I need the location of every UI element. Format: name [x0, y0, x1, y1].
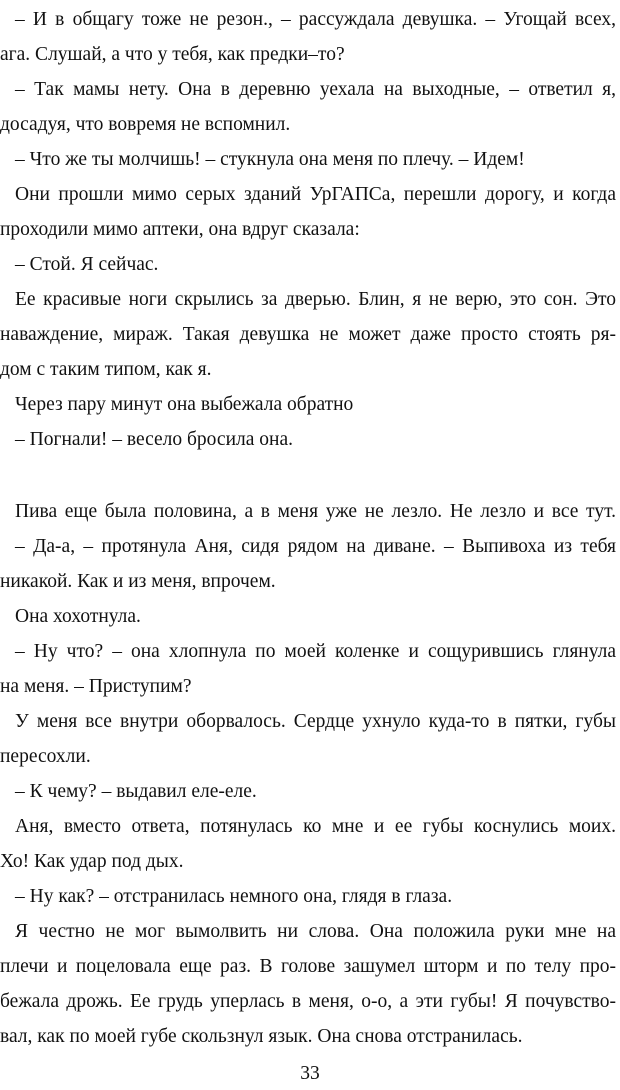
text-line: вал, как по моей губе скользнул язык. Она снова отстранилась.	[0, 1026, 523, 1047]
text-line: бежала дрожь. Ее грудь уперлась в меня, о-о, а эти губы! Я почувство-	[0, 991, 616, 1012]
text-line: дом с таким типом, как я.	[0, 359, 212, 380]
text-line: плечи и поцеловала еще раз. В голове зашумел шторм и по телу про-	[0, 956, 616, 977]
text-line: – Что же ты молчишь! – стукнула она меня по плечу. – Идем!	[15, 149, 525, 170]
text-line: У меня все внутри оборвалось. Сердце ухнуло куда-то в пятки, губы	[15, 711, 616, 732]
text-line: Хо! Как удар под дых.	[0, 851, 184, 872]
text-line: Аня, вместо ответа, потянулась ко мне и ее губы коснулись моих.	[15, 816, 616, 837]
text-line: Они прошли мимо серых зданий УрГАПСа, перешли дорогу, и когда	[15, 184, 616, 205]
text-line: Она хохотнула.	[15, 606, 141, 627]
text-line: на меня. – Приступим?	[0, 676, 192, 697]
text-line: проходили мимо аптеки, она вдруг сказала:	[0, 219, 360, 240]
text-line: – Да-а, – протянула Аня, сидя рядом на диване. – Выпивоха из тебя	[15, 536, 616, 557]
text-line: Ее красивые ноги скрылись за дверью. Блин, я не верю, это сон. Это	[15, 289, 616, 310]
text-line: – И в общагу тоже не резон., – рассуждала девушка. – Угощай всех,	[15, 9, 616, 30]
text-line: пересохли.	[0, 746, 91, 767]
text-line: – Ну что? – она хлопнула по моей коленке и сощурившись глянула	[15, 641, 616, 662]
text-line: наваждение, мираж. Такая девушка не может даже просто стоять ря-	[0, 324, 616, 345]
text-line: – Стой. Я сейчас.	[15, 254, 159, 275]
text-line: Через пару минут она выбежала обратно	[15, 394, 354, 415]
text-line: досадуя, что вовремя не вспомнил.	[0, 114, 291, 135]
text-line: – К чему? – выдавил еле-еле.	[15, 781, 257, 802]
text-line: никакой. Как и из меня, впрочем.	[0, 571, 276, 592]
text-line: Пива еще была половина, а в меня уже не лезло. Не лезло и все тут.	[15, 501, 616, 522]
text-line: – Погнали! – весело бросила она.	[15, 429, 293, 450]
text-line: – Ну как? – отстранилась немного она, глядя в глаза.	[15, 886, 453, 907]
text-line: – Так мамы нету. Она в деревню уехала на выходные, – ответил я,	[15, 79, 616, 100]
page-number: 33	[300, 1063, 320, 1084]
text-line: Я честно не мог вымолвить ни слова. Она положила руки мне на	[15, 921, 616, 942]
text-line: ага. Слушай, а что у тебя, как предки–то?	[0, 44, 345, 65]
